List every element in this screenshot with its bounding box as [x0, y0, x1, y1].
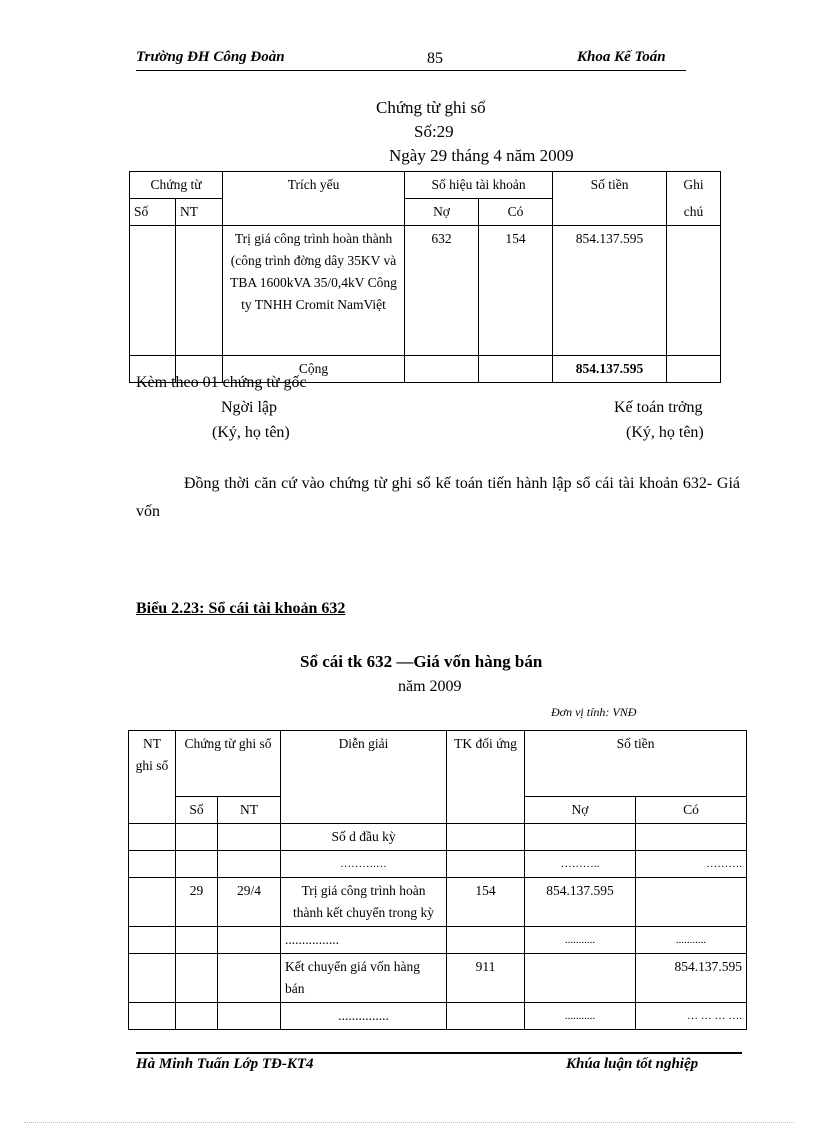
ledger-unit: Đơn vị tính: VNĐ: [551, 705, 637, 719]
lh-tk-doi-ung: TK đối ứng: [447, 731, 525, 824]
dots3-ntct: [218, 1003, 281, 1030]
entry1-no: 854.137.595: [525, 878, 636, 927]
chief-accountant-title: Kế toán trởng: [614, 399, 703, 416]
opening-balance: Số d đầu kỳ: [281, 824, 447, 851]
preparer-title: Ngời lập: [221, 399, 278, 416]
dots1-so: [176, 851, 218, 878]
opening-nt: [129, 824, 176, 851]
page-number: 85: [427, 50, 443, 67]
dots3-dien-giai: ...............: [281, 1003, 447, 1030]
head-chu: chú: [667, 199, 721, 226]
chief-accountant-sign: (Ký, họ tên): [626, 424, 704, 441]
ledger-table: [128, 730, 747, 1030]
row-so: [130, 226, 176, 356]
dots2-nt: [129, 927, 176, 954]
entry1-ntgs: [129, 878, 176, 927]
entry1-so: 29: [176, 878, 218, 927]
entry2-ntgs: [129, 954, 176, 1003]
opening-no: [525, 824, 636, 851]
ledger-title: Sổ cái tk 632 —Giá vốn hàng bán: [300, 652, 543, 671]
entry1-dien-giai: Trị giá công trình hoàn thành kết chuyển trong kỳ: [281, 878, 447, 927]
dots2-ntct: [218, 927, 281, 954]
row-nt: [176, 226, 223, 356]
head-trich-yeu: Trích yếu: [223, 172, 405, 226]
dots1-ntct: [218, 851, 281, 878]
total-note: [667, 356, 721, 383]
dots3-so: [176, 1003, 218, 1030]
dots3-nt: [129, 1003, 176, 1030]
dots1-dien-giai: ……….…: [281, 851, 447, 878]
opening-tk: [447, 824, 525, 851]
dots2-co: ...........: [636, 927, 747, 954]
voucher-number: Số:29: [414, 122, 454, 141]
head-co: Có: [479, 199, 553, 226]
total-no: [405, 356, 479, 383]
entry2-so: [176, 954, 218, 1003]
body-paragraph: Đồng thời căn cứ vào chứng từ ghi sổ kế toán tiến hành lập sổ cái tài khoản 632- Giá vốn: [136, 475, 740, 520]
row-co: 154: [479, 226, 553, 356]
lh-dien-giai: Diễn giải: [281, 731, 447, 824]
preparer-sign: (Ký, họ tên): [212, 424, 290, 441]
entry2-no: [525, 954, 636, 1003]
lh-so: Số: [176, 797, 218, 824]
lh-so-tien: Số tiền: [525, 731, 747, 797]
head-nt: NT: [176, 199, 223, 226]
head-ghi: Ghi: [667, 172, 721, 199]
entry2-dien-giai: Kết chuyển giá vốn hàng bán: [281, 954, 447, 1003]
footer-rule: [136, 1052, 742, 1054]
opening-so: [176, 824, 218, 851]
entry2-nt: [218, 954, 281, 1003]
entry1-tk: 154: [447, 878, 525, 927]
voucher-title: Chứng từ ghi sổ: [376, 98, 486, 117]
entry2-tk: 911: [447, 954, 525, 1003]
row-no: 632: [405, 226, 479, 356]
header-rule: [136, 70, 686, 71]
dots1-co: ……….: [636, 851, 747, 878]
dots3-co: … … … ….: [636, 1003, 747, 1030]
ledger-caption: Biểu 2.23: Sổ cái tài khoản 632: [136, 600, 346, 617]
dots2-so: [176, 927, 218, 954]
header-school: Trường ĐH Công Đoàn: [136, 49, 285, 65]
dots2-no: ...........: [525, 927, 636, 954]
voucher-date: Ngày 29 tháng 4 năm 2009: [389, 146, 574, 165]
opening-ntct: [218, 824, 281, 851]
total-amount: 854.137.595: [553, 356, 667, 383]
row-amount: 854.137.595: [553, 226, 667, 356]
footer-author: Hà Minh Tuấn Lớp TĐ-KT4: [136, 1056, 314, 1072]
entry1-co: [636, 878, 747, 927]
dots2-tk: [447, 927, 525, 954]
dots1-tk: [447, 851, 525, 878]
entry1-nt: 29/4: [218, 878, 281, 927]
lh-chung-tu: Chứng từ ghi sổ: [176, 731, 281, 797]
total-co: [479, 356, 553, 383]
total-label: Cộng: [223, 356, 405, 383]
row-note: [667, 226, 721, 356]
lh-nt-ghi-so: NT ghi sổ: [129, 731, 176, 824]
attachment-note: Kèm theo 01 chứng từ gốc: [136, 374, 307, 391]
lh-nt: NT: [218, 797, 281, 824]
voucher-table: [129, 171, 721, 383]
dots1-nt: [129, 851, 176, 878]
dots2-dien-giai: ................: [281, 927, 447, 954]
lh-no: Nợ: [525, 797, 636, 824]
head-chung-tu: Chứng từ: [130, 172, 223, 199]
row-trich-yeu: Trị giá công trình hoàn thành (công trình đờng dây 35KV và TBA 1600kVA 35/0,4kV Công ty TNHH Cromit NamViệt: [223, 226, 405, 356]
dots3-tk: [447, 1003, 525, 1030]
lh-co: Có: [636, 797, 747, 824]
head-so-tien: Số tiền: [553, 172, 667, 226]
footer-thesis: Khúa luận tốt nghiệp: [566, 1056, 699, 1072]
header-faculty: Khoa Kế Toán: [577, 49, 666, 65]
ledger-year: năm 2009: [398, 678, 462, 695]
head-no: Nợ: [405, 199, 479, 226]
entry2-co: 854.137.595: [636, 954, 747, 1003]
dots3-no: ...........: [525, 1003, 636, 1030]
head-so: Số: [130, 199, 176, 226]
dots1-no: ………..: [525, 851, 636, 878]
head-so-hieu-tk: Số hiệu tài khoản: [405, 172, 553, 199]
opening-co: [636, 824, 747, 851]
